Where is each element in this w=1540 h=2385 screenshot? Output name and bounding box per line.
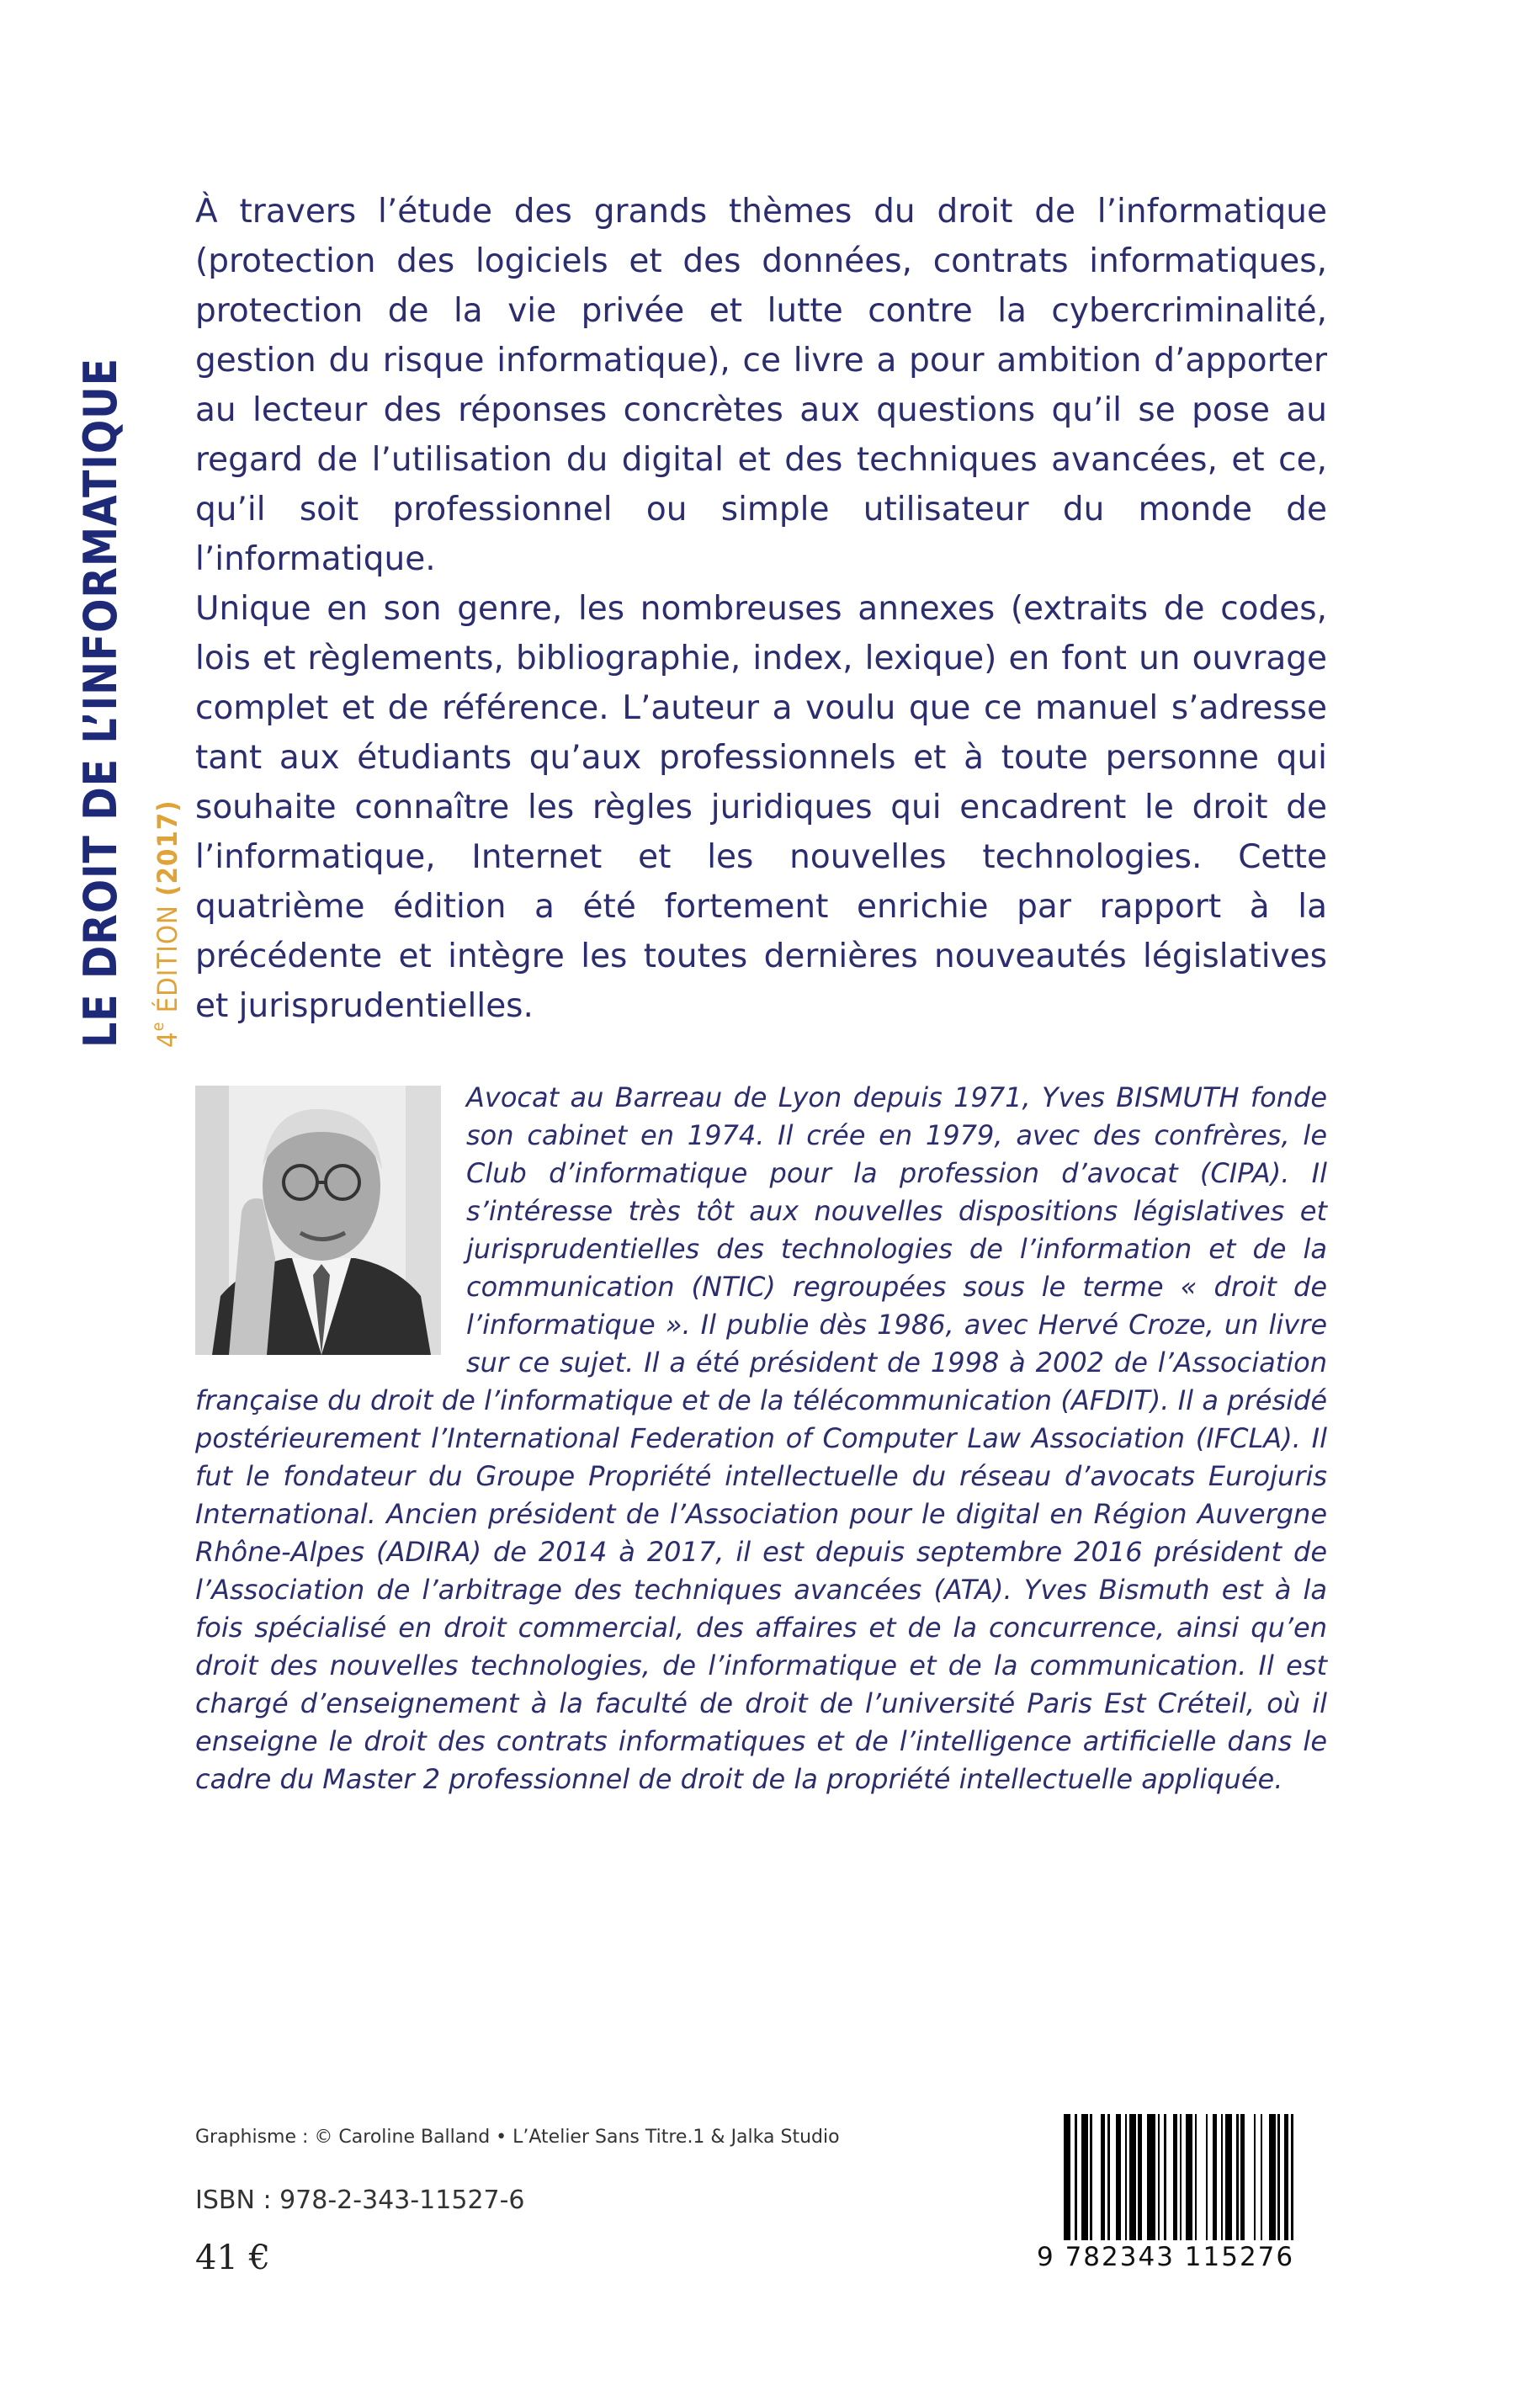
author-photo [195,1086,441,1355]
barcode-bar [1129,2114,1136,2240]
description-paragraph-1: À travers l’étude des grands thèmes du droit de l’informatique (protection des logiciels et des données, contrats informatiques, protection de la vie privée et lutte contre la cybercriminalité, gestion du risque informatique), ce livre a pour ambition d’apporter au lecteur des réponses concrètes aux questions qu’il se pose au regard de l’utilisation du digital et des techniques avancées, et ce, qu’il soit professionnel ou simple utilisateur du monde de l’informatique. [195,193,1327,578]
barcode-bar [1225,2114,1232,2240]
barcode-bar [1166,2114,1173,2240]
barcode-bar [1269,2114,1276,2240]
spine-title-block [74,189,200,1048]
edition-word: ÉDITION [151,895,183,1022]
book-title: LE DROIT DE L’INFORMATIQUE [74,358,127,1048]
barcode-bar [1092,2114,1101,2240]
barcode-bar [1147,2114,1155,2240]
edition-number: 4 [151,1031,183,1048]
author-bio [195,1079,1327,1798]
book-description [195,187,1327,1031]
edition-year: (2017) [151,799,183,896]
barcode-bar [1197,2114,1205,2240]
barcode-bar [1262,2114,1269,2240]
barcode-bar [1293,2114,1300,2240]
barcode-bar [1186,2114,1192,2240]
barcode-bar [1064,2114,1070,2240]
barcode-bar [1245,2114,1253,2240]
description-paragraph-2: Unique en son genre, les nombreuses annexes (extraits de codes, lois et règlements, bibliographie, index, lexique) en font un ouvrage complet et de référence. L’auteur a voulu que ce manuel s’adresse tant aux étudiants qu’aux professionnels et à toute personne qui souhaite connaître les règles juridiques qui encadrent le droit de l’informatique, Internet et les nouvelles technologies. Cette quatrième édition a été fortement enrichie par rapport à la précédente et intègre les toutes dernières nouveautés législatives et jurisprudentielles. [195,590,1327,1025]
barcode-bar [1110,2114,1117,2240]
edition-superscript: e [149,1021,167,1032]
barcode-digits: 9 782343 115276 [1037,2242,1295,2272]
barcode [1064,2114,1330,2240]
author-bio-text: Avocat au Barreau de Lyon depuis 1971, Yves BISMUTH fonde son cabinet en 1974. Il crée en 1979, avec des confrères, le Club d’informatique pour la profession d’avocat (CIPA). Il s’intéresse très tôt aux nouvelles dispositions législatives et jurisprudentielles des technologies de l’information et de la communication (NTIC) regroupées sous le terme « droit de l’informatique ». Il publie dès 1986, avec Hervé Croze, un livre sur ce sujet. Il a été président de 1998 à 2002 de l’Association française du droit de l’informatique et de la télécommunication (AFDIT). Il a présidé postérieurement l’International Federation of Computer Law Association (IFCLA). Il fut le fondateur du Groupe Propriété intellectuelle du réseau d’avocats Eurojuris International. Ancien président de l’Association pour le digital en Région Auvergne Rhône-Alpes (ADIRA) de 2014 à 2017, il est depuis septembre 2016 président de l’Association de l’arbitrage des techniques avancées (ATA). Yves Bismuth est à la fois spécialisé en droit commercial, des affaires et de la concurrence, ainsi qu’en droit des nouvelles technologies, de l’informatique et de la communication. Il est chargé d’enseignement à la faculté de droit de l’université Paris Est Créteil, où il enseigne le droit des contrats informatiques et de l’intelligence artificielle dans le cadre du Master 2 professionnel de droit de la propriété intellectuelle appliquée. [195,1081,1327,1795]
edition-label [151,799,183,1048]
isbn: ISBN : 978-2-343-11527-6 [195,2186,525,2215]
design-credit: Graphisme : © Caroline Balland • L’Atelier Sans Titre.1 & Jalka Studio [195,2127,840,2148]
price: 41 € [195,2239,271,2277]
barcode-bar [1081,2114,1088,2240]
